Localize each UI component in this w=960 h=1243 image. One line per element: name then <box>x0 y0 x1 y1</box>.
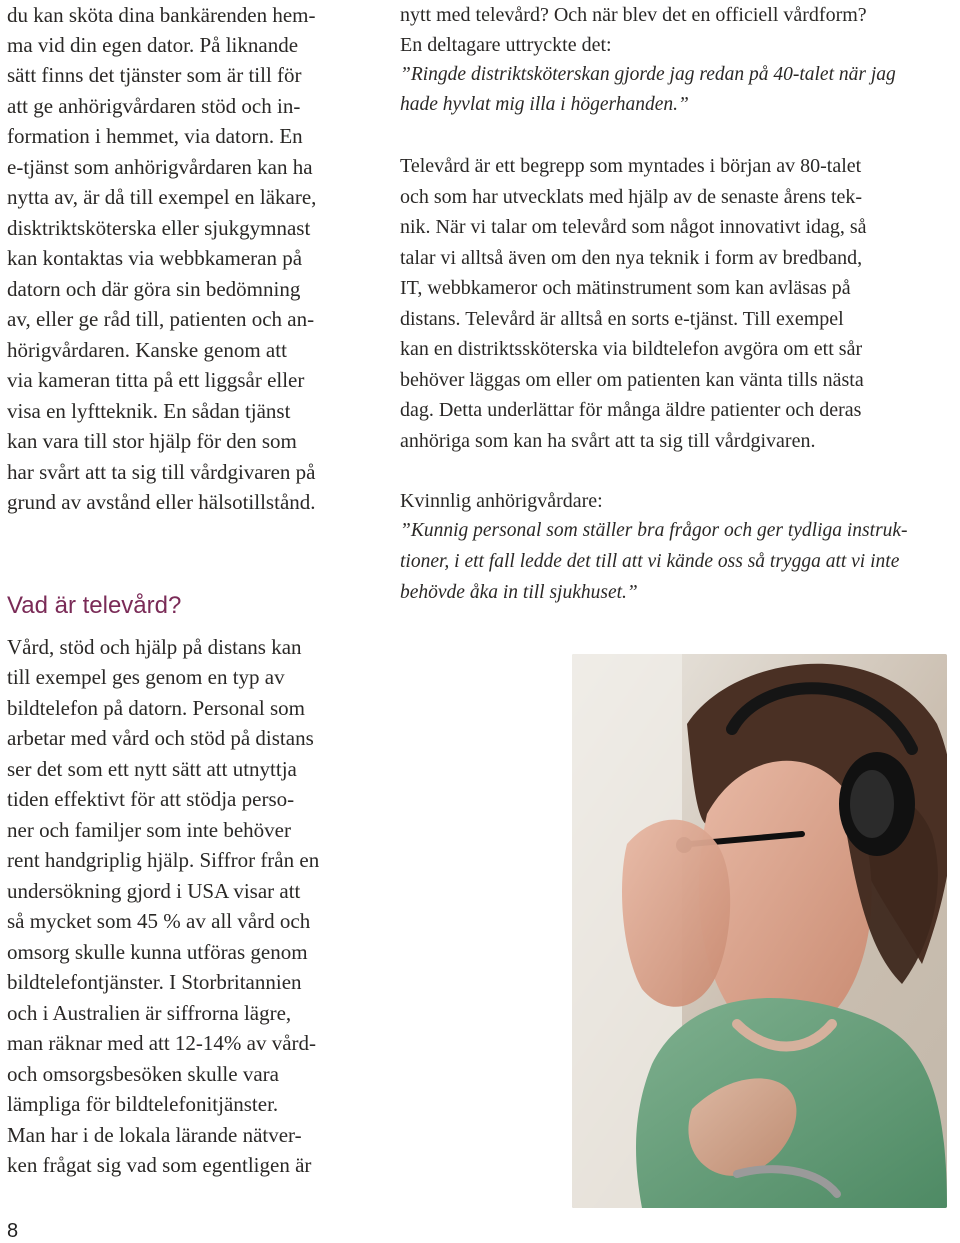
body-text-line: ner och familjer som inte behöver <box>7 818 291 842</box>
body-text-line: ken frågat sig vad som egentligen är <box>7 1153 312 1177</box>
body-text-line: och som har utvecklats med hjälp av de senaste årens tek- <box>400 186 863 208</box>
body-text-line: omsorg skulle kunna utföras genom <box>7 940 308 964</box>
body-text-line: har svårt att ta sig till vårdgivaren på <box>7 460 316 484</box>
quote-line: hade hyvlat mig illa i högerhanden.” <box>400 94 689 115</box>
body-text-line: så mycket som 45 % av all vård och <box>7 909 311 933</box>
body-text-line: undersökning gjord i USA visar att <box>7 879 301 903</box>
section-heading: Vad är televård? <box>7 592 182 619</box>
body-text-line: hörigvårdaren. Kanske genom att <box>7 338 287 362</box>
body-text-line: e-tjänst som anhörigvårdaren kan ha <box>7 155 313 179</box>
body-text-line: och omsorgsbesöken skulle vara <box>7 1062 279 1086</box>
body-text-line: anhöriga som kan ha svårt att ta sig till vårdgivaren. <box>400 430 816 452</box>
quote-line: ”Ringde distriktsköterskan gjorde jag redan på 40-talet när jag <box>400 64 896 85</box>
body-text-line: att ge anhörigvårdaren stöd och in- <box>7 94 301 118</box>
body-text-line: och i Australien är siffrorna lägre, <box>7 1001 292 1025</box>
body-text-line: tiden effektivt för att stödja perso- <box>7 787 295 811</box>
body-text-line: nik. När vi talar om televård som något innovativt idag, så <box>400 216 867 238</box>
body-text-line: kan vara till stor hjälp för den som <box>7 429 297 453</box>
quote-label: Kvinnlig anhörigvårdare: <box>400 490 603 512</box>
body-text-line: datorn och där göra sin bedömning <box>7 277 301 301</box>
body-text-line: talar vi alltså även om den nya teknik i form av bredband, <box>400 247 863 269</box>
body-text-line: till exempel ges genom en typ av <box>7 665 285 689</box>
quote-line: tioner, i ett fall ledde det till att vi kände oss så trygga att vi inte <box>400 551 900 572</box>
body-text-line: kan en distriktssköterska via bildtelefon avgöra om ett sår <box>400 338 863 360</box>
page-number: 8 <box>7 1220 19 1242</box>
body-text-line: arbetar med vård och stöd på distans <box>7 726 314 750</box>
body-text-line: Man har i de lokala lärande nätver- <box>7 1123 302 1147</box>
body-text-line: bildtelefontjänster. I Storbritannien <box>7 970 302 994</box>
body-text-line: rent handgriplig hjälp. Siffror från en <box>7 848 320 872</box>
body-text-line: dag. Detta underlättar för många äldre patienter och deras <box>400 399 862 421</box>
quote-line: behövde åka in till sjukhuset.” <box>400 582 638 603</box>
body-text-line: grund av avstånd eller hälsotillstånd. <box>7 490 316 514</box>
body-text-line: Televård är ett begrepp som myntades i början av 80-talet <box>400 155 862 177</box>
body-text-line: lämpliga för bildtelefonitjänster. <box>7 1092 279 1116</box>
body-text-line: av, eller ge råd till, patienten och an- <box>7 307 315 331</box>
body-text-line: bildtelefon på datorn. Personal som <box>7 696 306 720</box>
body-text-line: kan kontaktas via webbkameran på <box>7 246 303 270</box>
body-text-line: ma vid din egen dator. På liknande <box>7 33 299 57</box>
body-text-line: du kan sköta dina bankärenden hem- <box>7 3 316 27</box>
quote-line: ”Kunnig personal som ställer bra frågor och ger tydliga instruk- <box>400 520 908 541</box>
body-text-line: En deltagare uttryckte det: <box>400 34 612 56</box>
body-text-line: ser det som ett nytt sätt att utnyttja <box>7 757 297 781</box>
body-text-line: Vård, stöd och hjälp på distans kan <box>7 635 302 659</box>
body-text-line: via kameran titta på ett liggsår eller <box>7 368 305 392</box>
body-text-line: sätt finns det tjänster som är till för <box>7 63 302 87</box>
body-text-line: visa en lyftteknik. En sådan tjänst <box>7 399 291 423</box>
body-text-line: IT, webbkameror och mätinstrument som kan avläsas på <box>400 277 851 299</box>
body-text-line: behöver läggas om eller om patienten kan vänta tills nästa <box>400 369 864 391</box>
body-text-line: formation i hemmet, via datorn. En <box>7 124 303 148</box>
body-text-line: nytt med televård? Och när blev det en officiell vårdform? <box>400 4 867 26</box>
body-text-line: man räknar med att 12-14% av vård- <box>7 1031 317 1055</box>
body-text-line: distans. Televård är alltså en sorts e-tjänst. Till exempel <box>400 308 844 330</box>
body-text-line: nytta av, är då till exempel en läkare, <box>7 185 317 209</box>
photo-nurse-with-headset <box>572 654 947 1208</box>
body-text-line: disktriktsköterska eller sjukgymnast <box>7 216 311 240</box>
